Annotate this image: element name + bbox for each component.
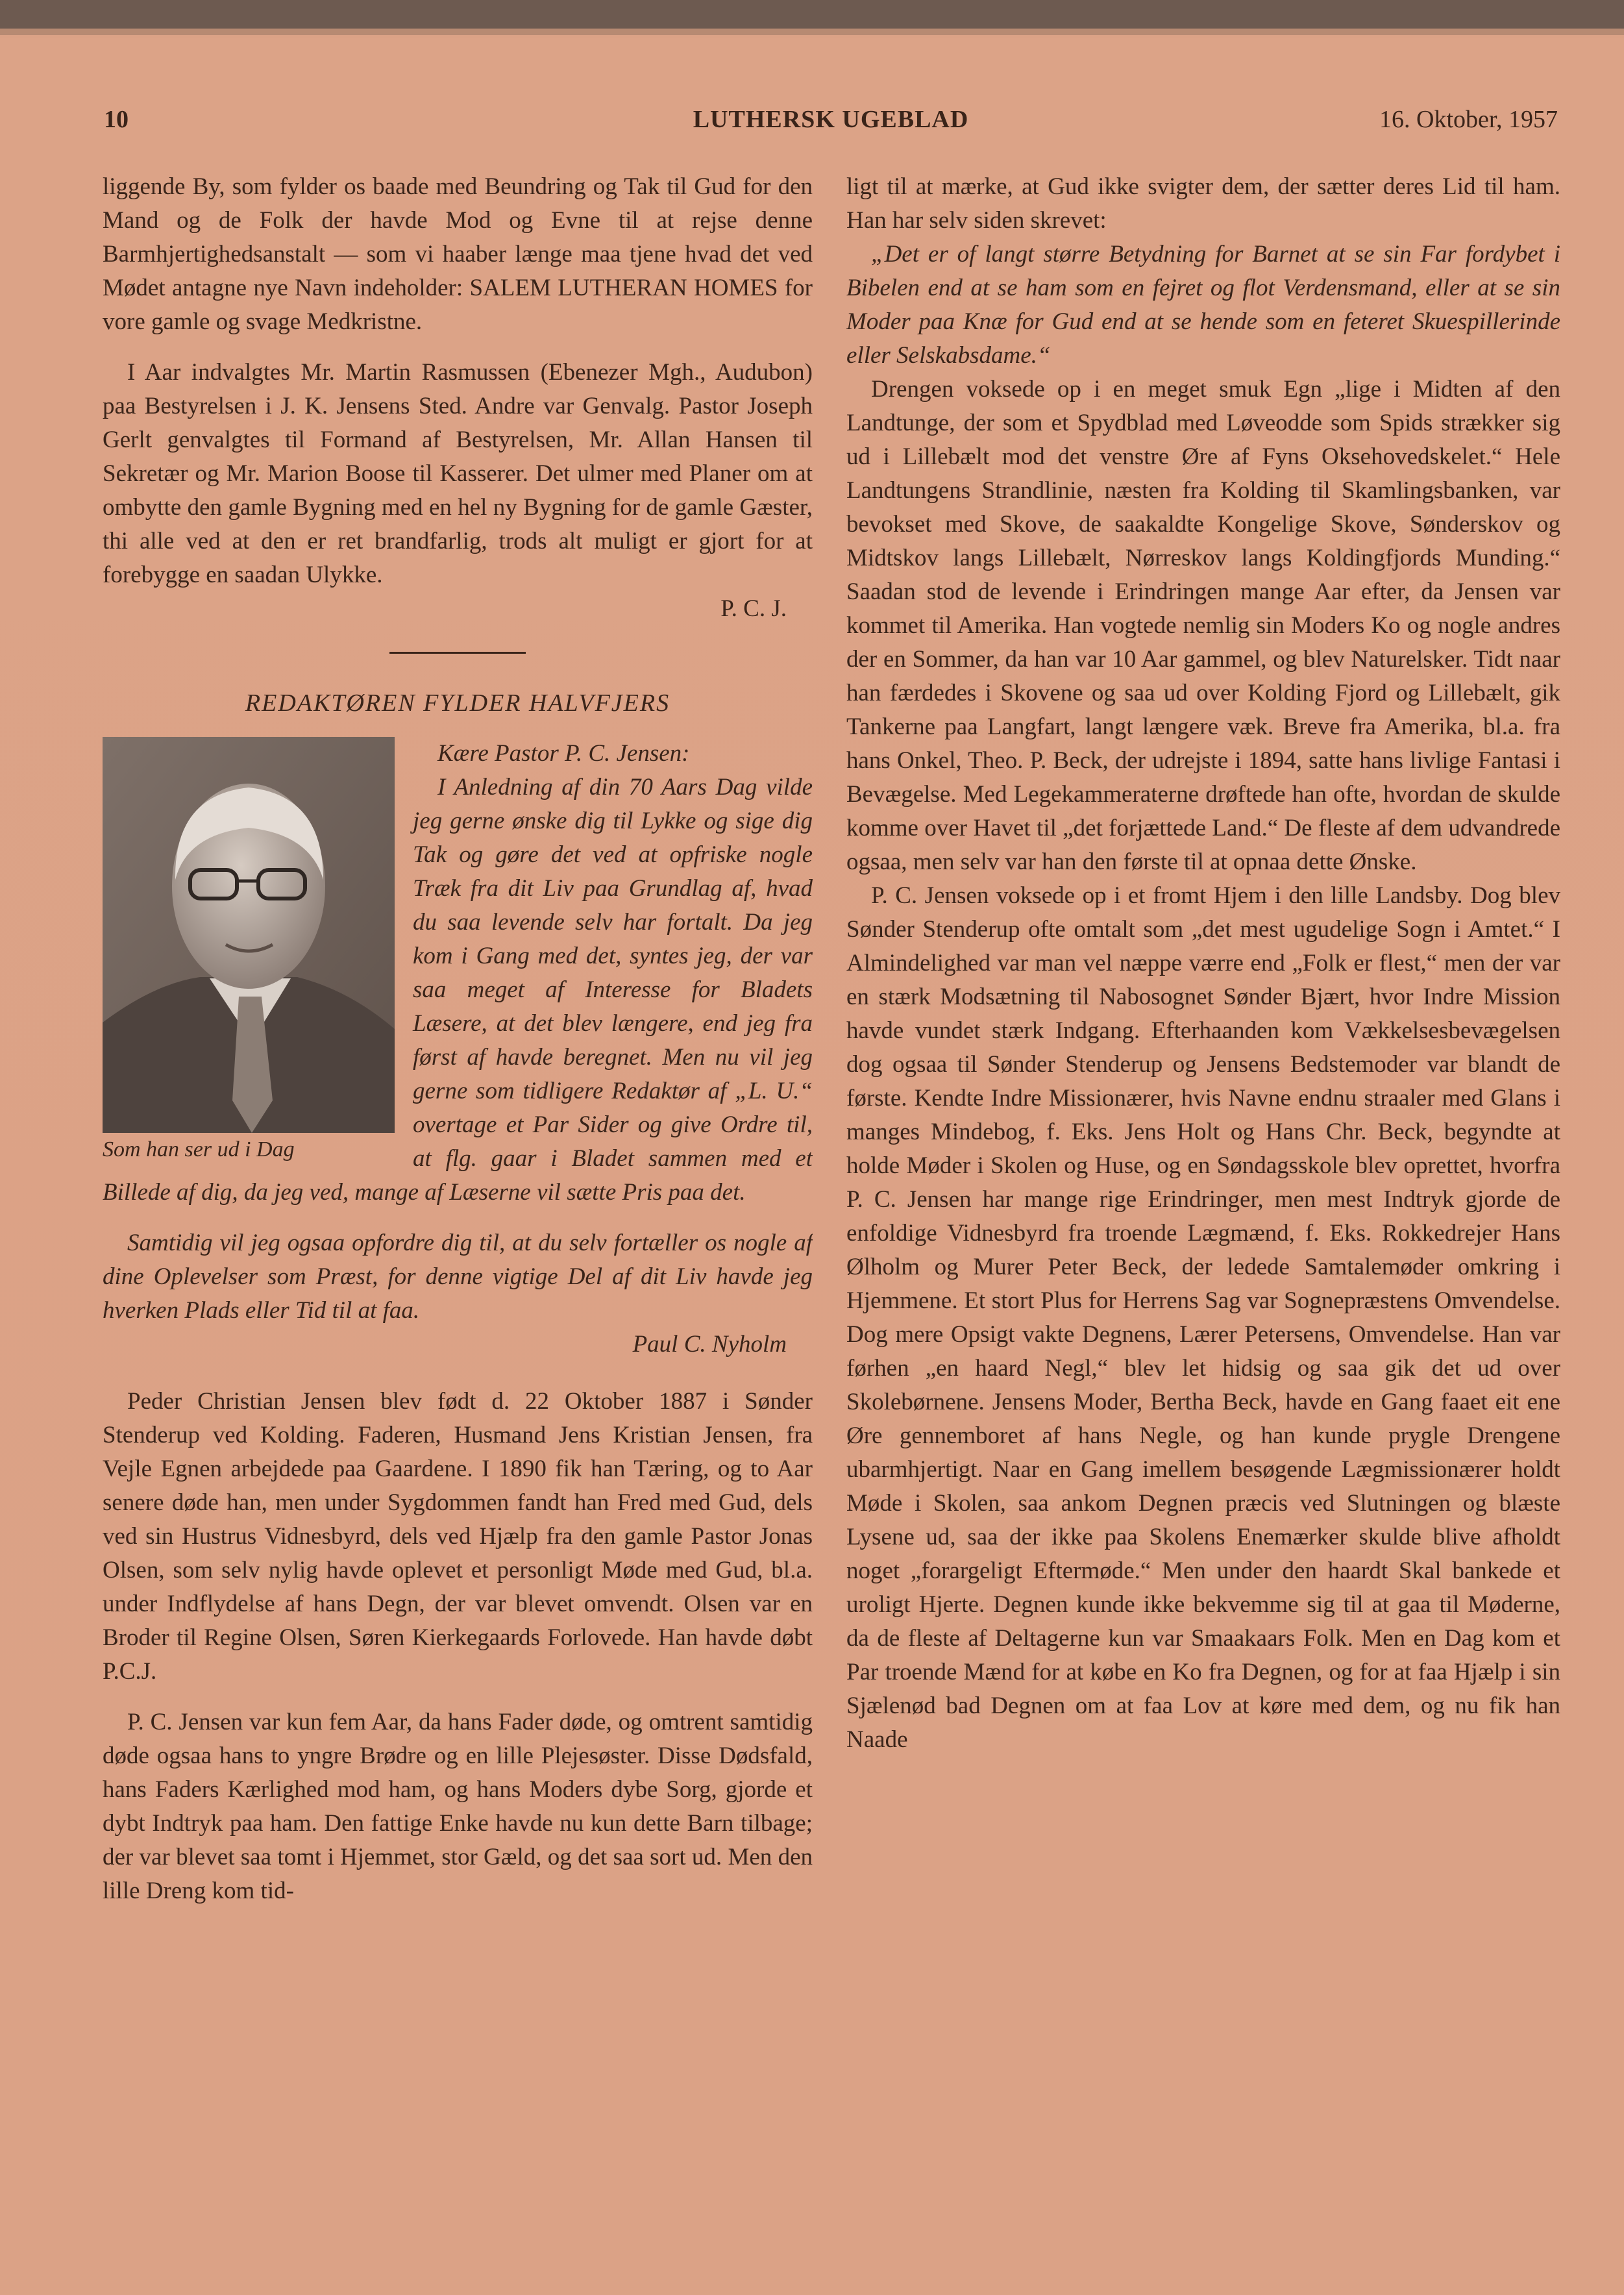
right-column <box>846 170 1560 2248</box>
letter-paragraph: Samtidig vil jeg ogsaa opfordre dig til, at du selv fortæller os nogle af dine Oplevelser som Præst, for denne vigtige Del af dit Liv havde jeg hverken Plads eller Tid til at faa. <box>103 1230 813 1324</box>
paragraph: Drengen voksede op i en meget smuk Egn „lige i Midten af den Landtunge, der som et Spydblad med Løveodde som Spids strækker sig ud i Lillebælt mod det venstre Øre af Fyns Oksehovedskelet.“ Hele Landtungens Strandlinie, næsten fra Kolding til Skamlingsbanken, var bevokset med Skove, de saakaldte Kongelige Skove, Sønderskov og Midtskov langs Lillebælt, Nørreskov langs Koldingfjords Munding.“ Saadan stod de levende i Erindringen mange Aar efter, da Jensen var kommet til Amerika. Han vogtede nemlig sin Moders Ko og nogle andres der en Sommer, da han var 10 Aar gammel, og blev Naturelsker. Tidt naar han færdedes i Skovene og saa ud over Kolding Fjord og Lillebælt, gik Tankerne paa Langfart, langt længere væk. Breve fra Amerika, bl.a. fra hans Onkel, Theo. P. Beck, der udrejste i 1894, satte hans livlige Fantasi i Bevægelse. Med Legekammeraterne drøftede han ofte, hvordan de skulde komme over Havet til „det forjættede Land.“ De fleste af dem udvandrede ogsaa, men selv var han den første til at opnaa dette Ønske. <box>846 376 1560 875</box>
article-headline: REDAKTØREN FYLDER HALVFJERS <box>245 689 671 717</box>
paragraph: I Aar indvalgtes Mr. Martin Rasmussen (Ebenezer Mgh., Audubon) paa Bestyrelsen i J. K. Jensens Sted. Andre var Genvalg. Pastor Joseph Gerlt genvalgtes til Formand af Bestyrelsen, Mr. Allan Hansen til Sekretær og Mr. Marion Boose til Kasserer. Det ulmer med Planer om at ombytte den gamle Bygning med en hel ny Bygning for de gamle Gæster, thi alle ved at den er ret brandfarlig, trods alt muligt er gjort for at forebygge en saadan Ulykke. <box>103 359 813 588</box>
paragraph: liggende By, som fylder os baade med Beundring og Tak til Gud for den Mand og de Folk der havde Mod og Evne til at rejse denne Barmhjertighedsanstalt — som vi haaber længe maa tjene hvad det ved Mødet antagne nye Navn indeholder: SALEM LUTHERAN HOMES for vore gamle og svage Medkristne. <box>103 173 813 335</box>
page-header <box>104 105 1558 144</box>
issue-date: 16. Oktober, 1957 <box>1379 106 1558 133</box>
portrait-image <box>103 737 395 1133</box>
scan-edge-top <box>0 0 1624 29</box>
portrait-figure <box>103 737 399 1167</box>
section-divider <box>389 652 526 654</box>
quote: „Det er of langt større Betydning for Barnet at se sin Far fordybet i Bibelen end at se ham som en fejret og flot Verdensmand, eller at se sin Moder paa Knæ for Gud end at se hende som en feteret Skuespillerinde eller Selskabsdame.“ <box>846 241 1560 369</box>
letter-salutation: Kære Pastor P. C. Jensen: <box>437 740 690 767</box>
letter-signature: Paul C. Nyholm <box>632 1331 787 1358</box>
paragraph: P. C. Jensen var kun fem Aar, da hans Fader døde, og omtrent samtidig døde ogsaa hans to yngre Brødre og en lille Plejesøster. Disse Dødsfald, hans Faders Kærlighed mod ham, og hans Moders dybe Sorg, gjorde et dybt Indtryk paa ham. Den fattige Enke havde nu kun dette Barn tilbage; der var blevet saa tomt i Hjemmet, stor Gæld, og det saa sort ud. Men den lille Dreng kom tid- <box>103 1709 813 1904</box>
photo-caption: Som han ser ud i Dag <box>103 1137 295 1161</box>
publication-title: LUTHERSK UGEBLAD <box>693 106 969 133</box>
paragraph: Peder Christian Jensen blev født d. 22 Oktober 1887 i Sønder Stenderup ved Kolding. Faderen, Husmand Jens Kristian Jensen, fra Vejle Egnen arbejdede paa Gaardene. I 1890 fik han Tæring, og to Aar senere døde han, men under Sygdommen fandt han Fred med Gud, dels ved sin Hustrus Vidnesbyrd, dels ved Hjælp fra den gamle Pastor Jonas Olsen, som selv nylig havde oplevet et personligt Møde med Gud, bl.a. under Indflydelse af hans Degn, der var blevet omvendt. Olsen var en Broder til Regine Olsen, Søren Kierkegaards Forlovede. Han havde døbt P.C.J. <box>103 1388 813 1685</box>
paragraph: P. C. Jensen voksede op i et fromt Hjem i den lille Landsby. Dog blev Sønder Stenderup ofte omtalt som „det mest ugudelige Sogn i Amtet.“ I Almindelighed var man vel næppe værre end „Folk er flest,“ men der var en stærk Modsætning til Nabosognet Sønder Bjært, hvor Indre Mission havde vundet stærk Indgang. Efterhaanden kom Vækkelsesbevægelsen dog ogsaa til Sønder Stenderup og Jensens Bedstemoder var blandt de første. Kendte Indre Missionærer, hvis Navne endnu straaler med Glans i manges Mindebog, f. Eks. Jens Holt og Hans Chr. Beck, begyndte at holde Møder i Skolen og Huse, og en Søndagsskole blev oprettet, hvorfra P. C. Jensen har mange rige Erindringer, men mest Indtryk gjorde de enfoldige Vidnesbyrd fra troende Lægmænd, f. Eks. Rokkedrejer Hans Ølholm og Murer Peter Beck, der ledede Samtalemøder omkring i Hjemmene. Et stort Plus for Herrens Sag var Sognepræstens Omvendelse. Dog mere Opsigt vakte Degnens, Lærer Petersens, Omvendelse. Han var førhen „en haard Negl,“ blev let hidsig og saa gik det ud over Skolebørnene. Jensens Moder, Bertha Beck, havde en Gang faaet eit ene Øre gennemboret af hans Negle, og han kunde prygle Drengene ubarmhjertigt. Naar en Gang imellem besøgende Lægmissionærer holdt Møde i Skolen, saa ankom Degnen præcis ved Slutningen og blæste Lysene ud, saa der ikke paa Skolens Enemærker skulde blive afholdt noget „forargeligt Eftermøde.“ Men under den haardt Skal bankede et uroligt Hjerte. Degnen kunde ikke bekvemme sig til at gaa til Møderne, da de fleste af Deltagerne kun var Smaakaars Folk. Men en Dag kom et Par troende Mænd for at købe en Ko fra Degnen, og for at faa Hjælp i sin Sjælenød bad Degnen om at faa Lov at køre med dem, og nu fik han Naade <box>846 882 1560 1753</box>
letter-paragraph: I Anledning af din 70 Aars Dag vilde jeg gerne ønske dig til Lykke og sige dig Tak og gøre det ved at opfriske nogle Træk fra dit Liv paa Grundlag af, hvad du saa levende selv har fortalt. Da jeg kom i Gang med det, syntes jeg, der var saa meget af Interesse for Bladets Læsere, at det blev længere, end jeg fra først af havde beregnet. Men nu vil jeg gerne som tidligere Redaktør af „L. U.“ overtage et Par Sider og give Ordre til, at flg. gaar i Bladet sammen med et Billede af dig, da jeg ved, mange af Læserne vil sætte Pris paa det. <box>103 774 813 1206</box>
page-number: 10 <box>104 106 129 133</box>
scan-edge-shadow <box>0 29 1624 35</box>
signature-line <box>103 592 813 626</box>
signature: P. C. J. <box>720 595 787 622</box>
letter-signature-line <box>103 1328 813 1361</box>
portrait-photo <box>103 737 395 1133</box>
paragraph: ligt til at mærke, at Gud ikke svigter dem, der sætter deres Lid til ham. Han har selv siden skrevet: <box>846 173 1560 234</box>
left-column <box>103 170 813 2248</box>
